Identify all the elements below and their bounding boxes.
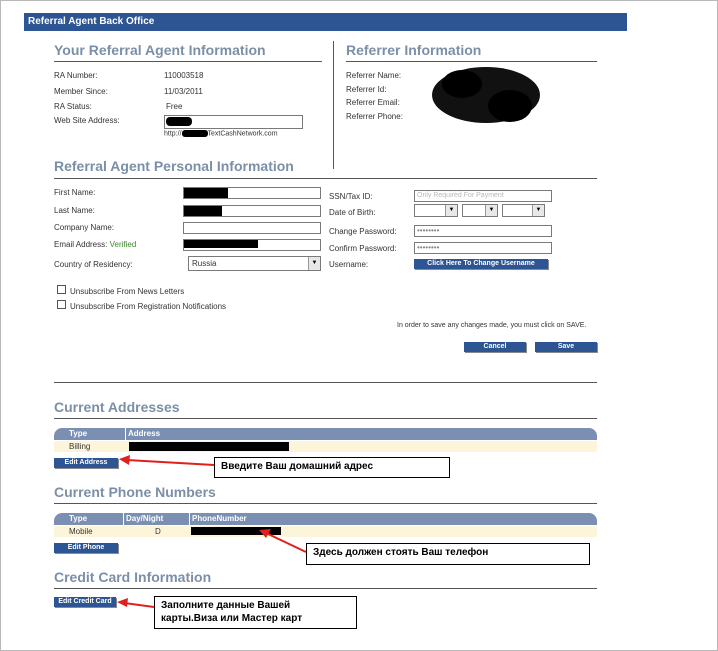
ra-status-label: RA Status: [54,102,92,111]
address-arrow-line [126,460,214,465]
chevron-down-icon: ▼ [532,205,544,216]
addresses-title: Current Addresses [54,399,180,415]
referrer-phone-label: Referrer Phone: [346,112,403,121]
credit-callout-line1: Заполните данные Вашей [161,600,291,611]
column-header-phone: PhoneNumber [192,514,247,523]
page-header-bar: Referral Agent Back Office [24,13,627,31]
save-note: In order to save any changes made, you must click on SAVE. [397,322,587,329]
email-label: Email Address: Verified [54,240,137,249]
column-header-address: Address [128,429,161,438]
credit-arrow-head [117,598,128,607]
phone-type-cell: Mobile [69,527,93,536]
chevron-down-icon: ▼ [445,205,457,216]
credit-card-title: Credit Card Information [54,569,212,585]
phone-callout: Здесь должен стоять Ваш телефон [306,543,590,565]
member-since-value: 11/03/2011 [164,87,203,96]
change-password-input[interactable]: •••••••• [414,225,552,237]
change-username-button[interactable]: Click Here To Change Username [414,259,548,269]
cancel-button[interactable]: Cancel [464,342,526,352]
email-verified-badge: Verified [109,240,137,249]
address-arrow-head [119,455,130,465]
unsubscribe-news-label: Unsubscribe From News Letters [70,287,185,296]
ra-status-value: Free [166,102,183,111]
website-label: Web Site Address: [54,116,120,125]
column-header-type: Type [69,514,88,523]
ra-info-title: Your Referral Agent Information [54,42,266,58]
first-name-label: First Name: [54,188,96,197]
address-type-cell: Billing [69,442,91,451]
unsubscribe-registration-label: Unsubscribe From Registration Notifications [70,302,227,311]
phones-title: Current Phone Numbers [54,484,216,500]
ssn-label: SSN/Tax ID: [329,192,373,201]
credit-arrow-line [124,603,154,607]
last-name-label: Last Name: [54,206,95,215]
country-select-value: Russia [192,259,217,268]
personal-info-title: Referral Agent Personal Information [54,158,294,174]
referrer-email-label: Referrer Email: [346,98,400,107]
website-hint: http:// TextCashNetwork.com [164,130,278,138]
country-label: Country of Residency: [54,260,133,269]
confirm-password-input[interactable]: •••••••• [414,242,552,254]
company-name-label: Company Name: [54,223,115,232]
phone-arrow-line [266,533,306,552]
confirm-password-label: Confirm Password: [329,244,397,253]
referrer-id-label: Referrer Id: [346,85,387,94]
column-header-type: Type [69,429,88,438]
phone-daynight-cell: D [155,527,161,536]
credit-callout-line2: карты.Виза или Мастер карт [161,613,303,624]
chevron-down-icon: ▼ [308,257,320,270]
username-label: Username: [329,260,369,269]
member-since-label: Member Since: [54,87,108,96]
referrer-name-label: Referrer Name: [346,71,402,80]
address-callout: Введите Ваш домашний адрес [214,457,450,478]
save-button[interactable]: Save [535,342,597,352]
ra-number-label: RA Number: [54,71,98,80]
ra-number-value: 110003518 [164,71,204,80]
edit-address-button[interactable]: Edit Address [54,458,118,468]
ssn-input[interactable]: Only Required For Payment [414,190,552,202]
change-password-label: Change Password: [329,227,397,236]
column-header-daynight: Day/Night [126,514,164,523]
dob-label: Date of Birth: [329,208,376,217]
edit-credit-card-button[interactable]: Edit Credit Card [54,597,116,607]
referrer-title: Referrer Information [346,42,482,58]
chevron-down-icon: ▼ [485,205,497,216]
edit-phone-button[interactable]: Edit Phone [54,543,118,553]
